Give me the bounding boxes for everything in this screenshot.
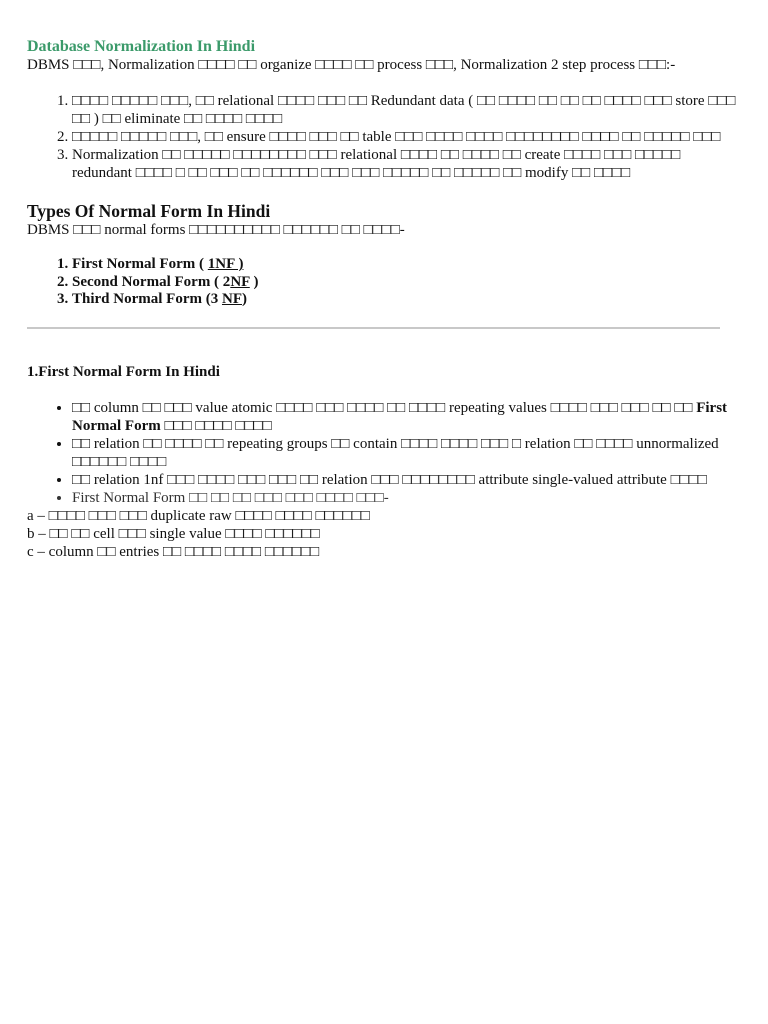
normal-form-name: First Normal Form ( (72, 256, 208, 272)
normal-form-item (72, 274, 741, 292)
first-nf-heading: 1.First Normal Form In Hindi (27, 363, 220, 380)
bullet-tail-text: □□□ □□□□ □□□□ (160, 417, 272, 434)
normal-forms-list (27, 256, 741, 309)
types-heading: Types Of Normal Form In Hindi (27, 201, 271, 221)
page-title: Database Normalization In Hindi (27, 38, 256, 55)
intro-paragraph: DBMS □□□, Normalization □□□□ □□ organize □□□□ □□ process □□□, Normalization 2 step process □□□:- (27, 57, 676, 73)
normal-form-suffix: ) (241, 291, 247, 307)
step-item: 2. □□□□□ □□□□□ □□□, □□ ensure □□□□ □□□ □□ table □□□ □□□□ □□□□ □□□□□□□□ □□□□ □□ □□□□□ □□□ (72, 128, 741, 146)
normal-form-name: Second Normal Form ( 2 (72, 273, 231, 290)
normal-form-suffix: ) (249, 273, 259, 290)
normal-form-item (72, 291, 741, 309)
normal-form-abbr[interactable]: 1NF ) (207, 256, 244, 272)
normalization-steps-list (27, 92, 741, 182)
step-item: 3. Normalization □□ □□□□□ □□□□□□□□ □□□ relational □□□□ □□ □□□□ □□ create □□□□ □□□ □□□□□ redundant □□□□ □ □□ □□□ □□ □□□□□□ □□□ □□□ □□□□□ □□ □□□□□ □□ modify □□ □□□□ (72, 146, 741, 182)
bullet-item: • First Normal Form □□ □□ □□ □□□ □□□ □□□□ □□□- (72, 489, 741, 507)
rule-c: c – column □□ entries □□ □□□□ □□□□ □□□□□□ (27, 543, 320, 560)
rule-b: b – □□ □□ cell □□□ single value □□□□ □□□□□□ (27, 525, 320, 542)
step-item: 1. □□□□ □□□□□ □□□, □□ relational □□□□ □□□ □□ Redundant data ( □□ □□□□ □□ □□ □□ □□□□ □□□ store □□□ □□ ) □□ eliminate □□ □□□□ □□□□ (72, 92, 741, 128)
normal-form-abbr[interactable]: NF (230, 273, 250, 290)
bullet-text: □□ column □□ □□□ value atomic □□□□ □□□ □□□□ □□ □□□□ repeating values □□□□ □□□ □□□ □□ □□ (72, 399, 697, 416)
bullet-item: • □□ relation □□ □□□□ □□ repeating groups □□ contain □□□□ □□□□ □□□ □ relation □□ □□□□ unnormalized □□□□□□ □□□□ (72, 435, 741, 471)
first-nf-bullets (27, 399, 741, 507)
bullet-item (72, 399, 741, 435)
normal-form-name: Third Normal Form (3 (72, 291, 222, 307)
bullet-bold-text: First Normal Form (72, 399, 728, 434)
normal-form-item (72, 256, 741, 274)
normal-form-abbr[interactable]: NF (221, 291, 242, 307)
rule-a: a – □□□□ □□□ □□□ duplicate raw □□□□ □□□□ □□□□□□ (27, 507, 370, 524)
types-intro-paragraph: DBMS □□□ normal forms □□□□□□□□□□ □□□□□□ □□ □□□□- (27, 222, 405, 238)
bullet-item: • □□ relation 1nf □□□ □□□□ □□□ □□□ □□ relation □□□ □□□□□□□□ attribute single-valued attribute □□□□ (72, 471, 741, 489)
section-divider (27, 327, 720, 329)
